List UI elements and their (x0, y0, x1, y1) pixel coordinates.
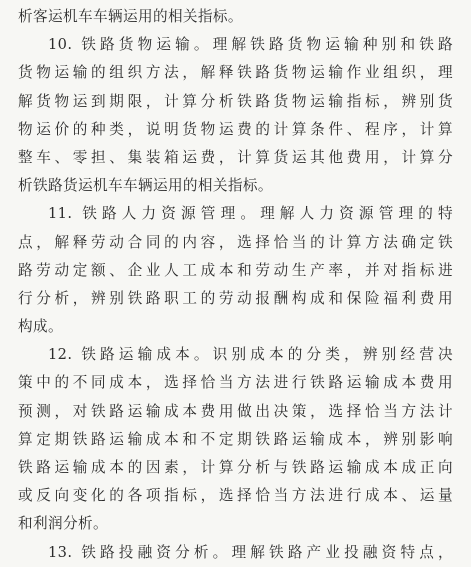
text-line: 和利润分析。 (18, 515, 108, 533)
section-13-investment-financing (18, 539, 453, 567)
section-heading-line: 12. 铁路运输成本。识别成本的分类，辨别经营决 (48, 346, 453, 364)
section-10-freight-transport (18, 31, 453, 200)
text-line: 整车、零担、集装箱运费，计算货运其他费用，计算分 (18, 148, 453, 166)
section-heading-line: 11. 铁路人力资源管理。理解人力资源管理的特 (48, 205, 453, 223)
text-line: 策中的不同成本，选择恰当方法进行铁路运输成本费用 (18, 374, 453, 392)
section-heading-line: 10. 铁路货物运输。理解铁路货物运输种别和铁路 (48, 36, 453, 54)
text-line: 或反向变化的各项指标，选择恰当方法进行成本、运量 (18, 487, 453, 505)
text-line: 析铁路货运机车车辆运用的相关指标。 (18, 177, 273, 195)
text-line: 路劳动定额、企业人工成本和劳动生产率，并对指标进 (18, 261, 453, 279)
section-heading-line: 13. 铁路投融资分析。理解铁路产业投融资特点， (48, 543, 453, 561)
section-previous-tail (18, 3, 453, 31)
text-line: 货物运输的组织方法，解释铁路货物运输作业组织，理 (18, 64, 453, 82)
text-line: 析客运机车车辆运用的相关指标。 (18, 8, 243, 25)
section-12-transport-cost (18, 341, 453, 538)
text-line: 点，解释劳动合同的内容，选择恰当的计算方法确定铁 (18, 233, 453, 251)
text-line: 物运价的种类，说明货物运费的计算条件、程序，计算 (18, 120, 453, 138)
section-11-human-resources (18, 200, 453, 341)
text-line: 铁路运输成本的因素，计算分析与铁路运输成本成正向 (18, 459, 453, 476)
text-line: 行分析，辨别铁路职工的劳动报酬构成和保险福利费用 (18, 289, 453, 307)
text-line: 解货物运到期限，计算分析铁路货物运输指标，辨别货 (18, 92, 453, 110)
text-line: 算定期铁路运输成本和不定期铁路运输成本，辨别影响 (18, 430, 453, 448)
text-line: 预测，对铁路运输成本费用做出决策，选择恰当方法计 (18, 402, 453, 420)
text-line: 构成。 (18, 318, 63, 336)
